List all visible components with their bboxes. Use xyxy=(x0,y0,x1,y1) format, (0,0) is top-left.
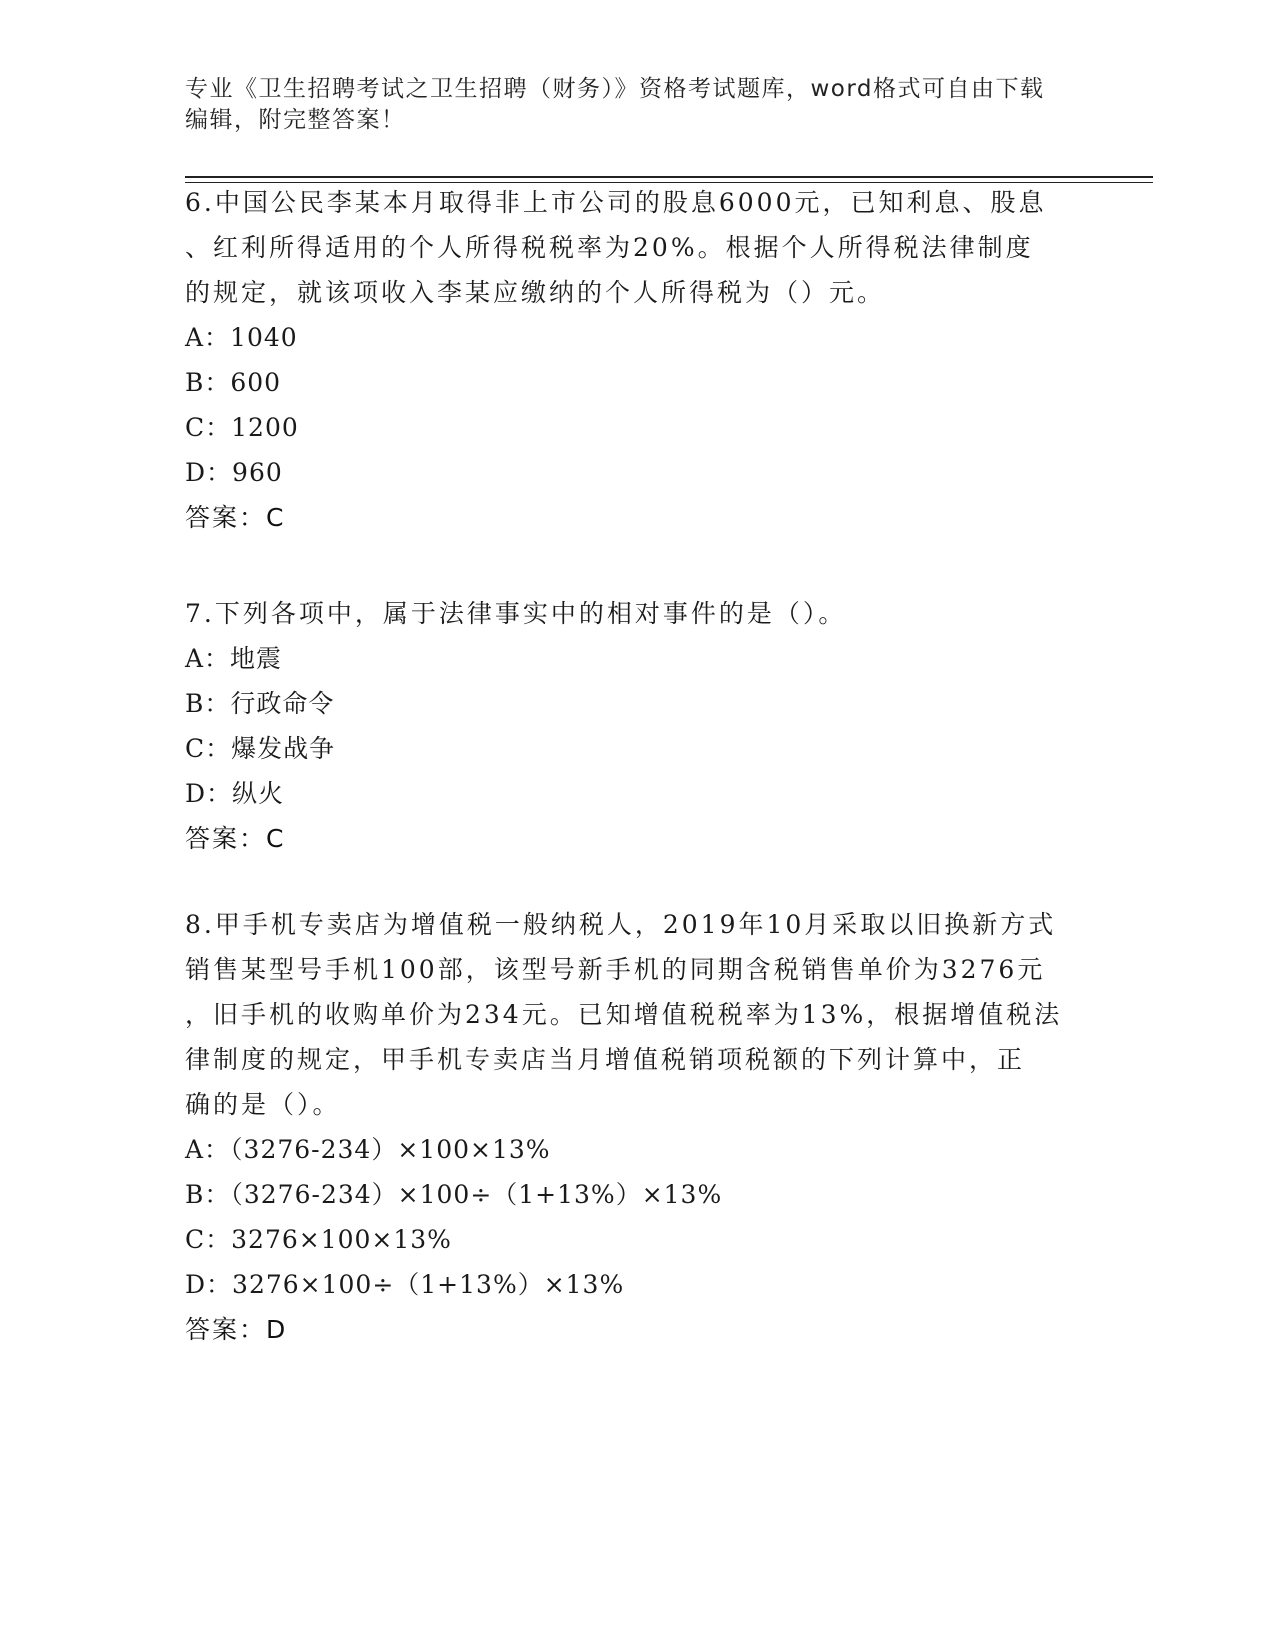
question-text-line: 6.中国公民李某本月取得非上市公司的股息6000元，已知利息、股息 xyxy=(185,188,1047,217)
answer-line: 答案：C xyxy=(185,503,286,532)
header-divider-thick xyxy=(185,176,1153,178)
question-text-line: 7.下列各项中，属于法律事实中的相对事件的是（）。 xyxy=(185,599,847,628)
option-c: C：1200 xyxy=(185,413,299,442)
option-a: A：1040 xyxy=(185,323,298,352)
answer-line: 答案：C xyxy=(185,824,286,853)
option-d: D：960 xyxy=(185,458,283,487)
option-b: B：（3276-234）×100÷（1+13%）×13% xyxy=(185,1180,723,1209)
option-d: D：3276×100÷（1+13%）×13% xyxy=(185,1270,625,1299)
header-line-2: 编辑，附完整答案！ xyxy=(185,107,406,133)
answer-line: 答案：D xyxy=(185,1315,288,1344)
question-6 xyxy=(185,180,1085,540)
option-c: C：爆发战争 xyxy=(185,734,336,763)
option-b: B：行政命令 xyxy=(185,689,335,718)
option-a: A：地震 xyxy=(185,644,283,673)
question-text-line: ，旧手机的收购单价为234元。已知增值税税率为13%，根据增值税法 xyxy=(185,1000,1063,1029)
question-text-line: 的规定，就该项收入李某应缴纳的个人所得税为（）元。 xyxy=(185,278,886,307)
option-d: D：纵火 xyxy=(185,779,285,808)
document-header xyxy=(185,74,1065,136)
question-text-line: 律制度的规定，甲手机专卖店当月增值税销项税额的下列计算中，正 xyxy=(185,1045,1026,1074)
header-line-1: 专业《卫生招聘考试之卫生招聘（财务）》资格考试题库，word格式可自由下载 xyxy=(185,76,1045,102)
question-text-line: 确的是（）。 xyxy=(185,1090,341,1119)
option-c: C：3276×100×13% xyxy=(185,1225,452,1254)
option-a: A：（3276-234）×100×13% xyxy=(185,1135,551,1164)
question-text-line: 销售某型号手机100部，该型号新手机的同期含税销售单价为3276元 xyxy=(185,955,1046,984)
question-7 xyxy=(185,591,1085,861)
question-text-line: 、红利所得适用的个人所得税税率为20%。根据个人所得税法律制度 xyxy=(185,233,1034,262)
question-8 xyxy=(185,902,1085,1352)
question-text-line: 8.甲手机专卖店为增值税一般纳税人，2019年10月采取以旧换新方式 xyxy=(185,910,1057,939)
option-b: B：600 xyxy=(185,368,282,397)
